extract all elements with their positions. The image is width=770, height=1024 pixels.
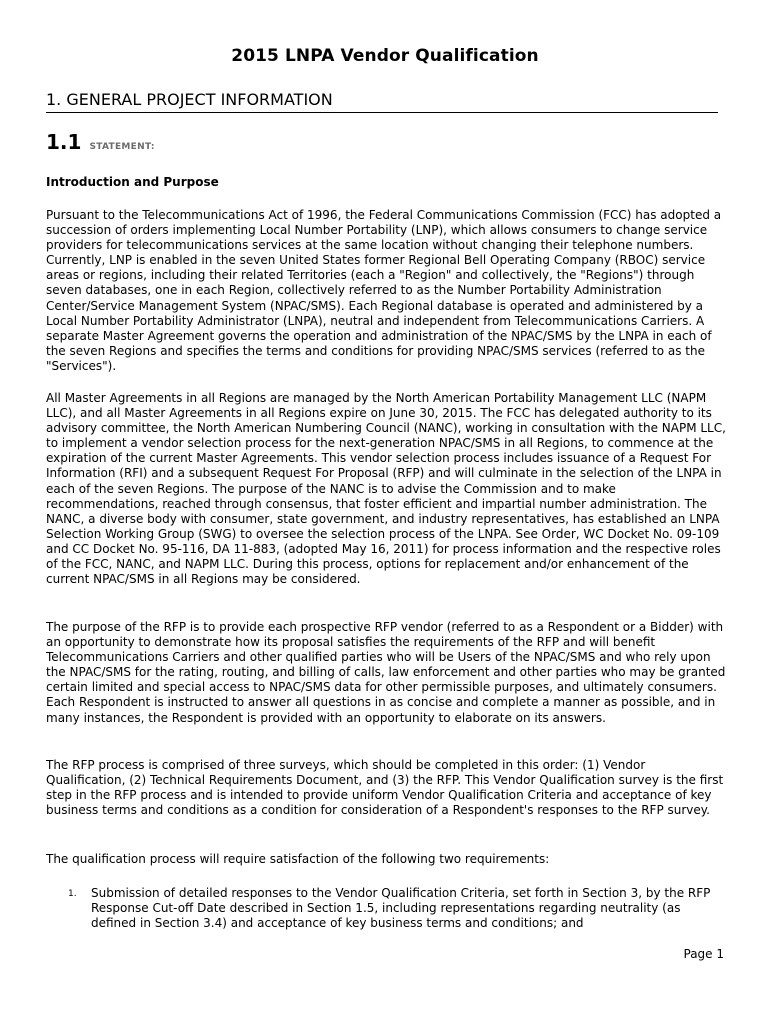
list-item-text: Submission of detailed responses to the Vendor Qualification Criteria, set forth in Section 3, by the RFP Response Cut-off Date described in Section 1.5, including representations regarding neutrality (as defined in Section 3.4) and acceptance of key business terms and conditions; and [91,886,711,931]
subsection-label: STATEMENT: [89,142,155,152]
paragraph: Pursuant to the Telecommunications Act of 1996, the Federal Communications Commission (FCC) has adopted a succession of orders implementing Local Number Portability (LNP), which allows consumers to change service providers for telecommunications services at the same location without changing their telephone numbers. Currently, LNP is enabled in the seven United States former Regional Bell Operating Company (RBOC) service areas or regions, including their related Territories (each a "Region" and collectively, the "Regions") through seven databases, one in each Region, collectively referred to as the Number Portability Administration Center/Service Management System (NPAC/SMS). Each Regional database is operated and administered by a Local Number Portability Administrator (LNPA), neutral and independent from Telecommunications Carriers. A separate Master Agreement governs the operation and administration of the NPAC/SMS by the LNPA in each of the seven Regions and specifies the terms and conditions for providing NPAC/SMS services (referred to as the "Services"). [46,208,722,373]
list-marker: 1. [68,889,77,899]
intro-heading: Introduction and Purpose [46,175,219,189]
paragraph: The purpose of the RFP is to provide each prospective RFP vendor (referred to as a Respondent or a Bidder) with an opportunity to demonstrate how its proposal satisfies the requirements of the RFP and will benefit Telecommunications Carriers and other qualified parties who will be Users of the NPAC/SMS and who rely upon the NPAC/SMS for the rating, routing, and billing of calls, law enforcement and other parties who may be granted certain limited and special access to NPAC/SMS data for other permissible purposes, and ultimately consumers. Each Respondent is instructed to answer all questions in as concise and complete a manner as possible, and in many instances, the Respondent is provided with an opportunity to elaborate on its answers. [46,620,726,725]
paragraph: The qualification process will require satisfaction of the following two requirements: [46,852,550,866]
requirements-list [46,886,726,931]
page-number: Page 1 [683,947,724,961]
section-heading: 1. GENERAL PROJECT INFORMATION [46,90,718,113]
document-title: 2015 LNPA Vendor Qualification [231,46,539,66]
subsection-heading [46,130,155,154]
paragraph: All Master Agreements in all Regions are managed by the North American Portability Management LLC (NAPM LLC), and all Master Agreements in all Regions expire on June 30, 2015. The FCC has delegated authority to its advisory committee, the North American Numbering Council (NANC), working in consultation with the NAPM LLC, to implement a vendor selection process for the next-generation NPAC/SMS in all Regions, to commence at the expiration of the current Master Agreements. This vendor selection process includes issuance of a Request For Information (RFI) and a subsequent Request For Proposal (RFP) and will culminate in the selection of the LNPA in each of the seven Regions. The purpose of the NANC is to advise the Commission and to make recommendations, reached through consensus, that foster efficient and impartial number administration. The NANC, a diverse body with consumer, state government, and industry representatives, has established an LNPA Selection Working Group (SWG) to oversee the selection process of the LNPA. See Order, WC Docket No. 09-109 and CC Docket No. 95-116, DA 11-883, (adopted May 16, 2011) for process information and the respective roles of the FCC, NANC, and NAPM LLC. During this process, options for replacement and/or enhancement of the current NPAC/SMS in all Regions may be considered. [46,391,726,587]
list-item [46,886,726,931]
subsection-number: 1.1 [46,130,82,154]
paragraph: The RFP process is comprised of three surveys, which should be completed in this order: (1) Vendor Qualification, (2) Technical Requirements Document, and (3) the RFP. This Vendor Qualification survey is the first step in the RFP process and is intended to provide uniform Vendor Qualification Criteria and acceptance of key business terms and conditions as a condition for consideration of a Respondent's responses to the RFP survey. [46,758,724,818]
